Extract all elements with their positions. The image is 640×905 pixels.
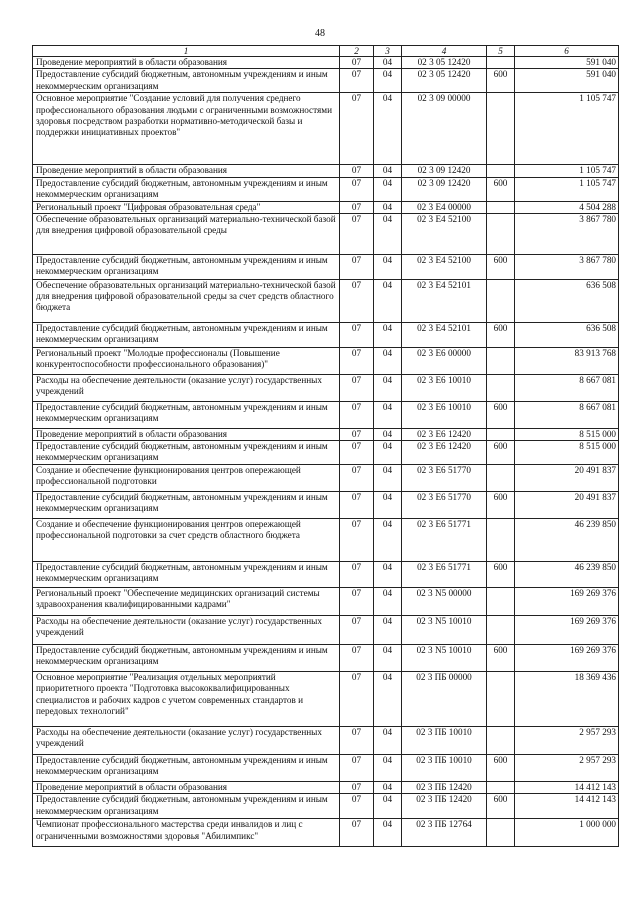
row-section-cell: 07: [340, 428, 374, 440]
row-section-cell: 07: [340, 819, 374, 847]
row-expense-type-cell: [487, 165, 515, 177]
table-row: [33, 672, 619, 727]
row-section-cell: 07: [340, 165, 374, 177]
row-subsection-cell: 04: [374, 279, 402, 322]
row-subsection-cell: 04: [374, 819, 402, 847]
row-target-code-cell: 02 3 ПБ 10010: [402, 727, 487, 755]
row-subsection-cell: 04: [374, 441, 402, 465]
row-target-code-cell: 02 3 E6 51770: [402, 465, 487, 492]
row-subsection-cell: 04: [374, 165, 402, 177]
table-row: [33, 588, 619, 616]
row-name-cell: Проведение мероприятий в области образования: [33, 57, 340, 69]
row-subsection-cell: 04: [374, 672, 402, 727]
row-expense-type-cell: 600: [487, 492, 515, 519]
table-row: [33, 755, 619, 782]
row-section-cell: 07: [340, 254, 374, 279]
row-section-cell: 07: [340, 441, 374, 465]
row-section-cell: 07: [340, 562, 374, 588]
table-row: [33, 562, 619, 588]
row-name-cell: Обеспечение образовательных организаций материально-технической базой для внедрения цифровой образовательной среды: [33, 213, 340, 254]
row-subsection-cell: 04: [374, 213, 402, 254]
table-row: [33, 492, 619, 519]
row-subsection-cell: 04: [374, 755, 402, 782]
row-expense-type-cell: 600: [487, 794, 515, 819]
row-subsection-cell: 04: [374, 492, 402, 519]
header-col-5: 5: [487, 46, 515, 57]
row-expense-type-cell: 600: [487, 401, 515, 428]
row-subsection-cell: 04: [374, 254, 402, 279]
row-expense-type-cell: [487, 57, 515, 69]
row-section-cell: 07: [340, 201, 374, 213]
row-expense-type-cell: [487, 279, 515, 322]
table-row: [33, 93, 619, 165]
row-amount-cell: 83 913 768: [515, 347, 619, 374]
row-section-cell: 07: [340, 322, 374, 347]
row-expense-type-cell: 600: [487, 322, 515, 347]
row-target-code-cell: 02 3 E6 10010: [402, 401, 487, 428]
row-section-cell: 07: [340, 519, 374, 562]
row-expense-type-cell: 600: [487, 69, 515, 93]
row-name-cell: Проведение мероприятий в области образования: [33, 165, 340, 177]
row-name-cell: Обеспечение образовательных организаций материально-технической базой для внедрения цифровой образовательной среды за счет средств областного бюджета: [33, 279, 340, 322]
row-name-cell: Предоставление субсидий бюджетным, автономным учреждениям и иным некоммерческим организациям: [33, 562, 340, 588]
row-amount-cell: 46 239 850: [515, 562, 619, 588]
row-expense-type-cell: [487, 201, 515, 213]
row-target-code-cell: 02 3 E4 52100: [402, 254, 487, 279]
table-row: [33, 819, 619, 847]
table-row: [33, 616, 619, 645]
row-section-cell: 07: [340, 588, 374, 616]
row-expense-type-cell: [487, 782, 515, 794]
header-row: [33, 46, 619, 57]
row-name-cell: Предоставление субсидий бюджетным, автономным учреждениям и иным некоммерческим организациям: [33, 322, 340, 347]
table-row: [33, 519, 619, 562]
budget-table: [32, 45, 619, 847]
row-subsection-cell: 04: [374, 401, 402, 428]
row-amount-cell: 1 105 747: [515, 165, 619, 177]
row-target-code-cell: 02 3 05 12420: [402, 69, 487, 93]
table-row: [33, 322, 619, 347]
row-section-cell: 07: [340, 213, 374, 254]
table-row: [33, 69, 619, 93]
row-name-cell: Предоставление субсидий бюджетным, автономным учреждениям и иным некоммерческим организациям: [33, 755, 340, 782]
row-expense-type-cell: [487, 588, 515, 616]
row-amount-cell: 636 508: [515, 279, 619, 322]
row-target-code-cell: 02 3 E4 52101: [402, 322, 487, 347]
row-target-code-cell: 02 3 E4 52101: [402, 279, 487, 322]
row-name-cell: Региональный проект "Обеспечение медицинских организаций системы здравоохранения квалифицированными кадрами": [33, 588, 340, 616]
row-subsection-cell: 04: [374, 519, 402, 562]
table-row: [33, 177, 619, 201]
row-section-cell: 07: [340, 492, 374, 519]
row-amount-cell: 169 269 376: [515, 645, 619, 672]
row-name-cell: Предоставление субсидий бюджетным, автономным учреждениям и иным некоммерческим организациям: [33, 441, 340, 465]
row-subsection-cell: 04: [374, 93, 402, 165]
header-col-6: 6: [515, 46, 619, 57]
row-target-code-cell: 02 3 N5 10010: [402, 645, 487, 672]
row-section-cell: 07: [340, 177, 374, 201]
row-target-code-cell: 02 3 N5 00000: [402, 588, 487, 616]
table-row: [33, 794, 619, 819]
row-section-cell: 07: [340, 727, 374, 755]
row-subsection-cell: 04: [374, 374, 402, 401]
row-section-cell: 07: [340, 645, 374, 672]
row-expense-type-cell: [487, 819, 515, 847]
row-expense-type-cell: [487, 347, 515, 374]
row-amount-cell: 18 369 436: [515, 672, 619, 727]
row-section-cell: 07: [340, 616, 374, 645]
row-expense-type-cell: 600: [487, 254, 515, 279]
row-section-cell: 07: [340, 401, 374, 428]
row-subsection-cell: 04: [374, 588, 402, 616]
row-subsection-cell: 04: [374, 782, 402, 794]
row-amount-cell: 20 491 837: [515, 465, 619, 492]
row-target-code-cell: 02 3 05 12420: [402, 57, 487, 69]
row-expense-type-cell: [487, 519, 515, 562]
table-row: [33, 374, 619, 401]
row-expense-type-cell: [487, 616, 515, 645]
table-row: [33, 57, 619, 69]
row-section-cell: 07: [340, 794, 374, 819]
row-expense-type-cell: [487, 93, 515, 165]
row-target-code-cell: 02 3 09 00000: [402, 93, 487, 165]
row-amount-cell: 2 957 293: [515, 727, 619, 755]
row-target-code-cell: 02 3 E6 51771: [402, 519, 487, 562]
row-subsection-cell: 04: [374, 645, 402, 672]
row-amount-cell: 169 269 376: [515, 616, 619, 645]
table-row: [33, 201, 619, 213]
row-amount-cell: 46 239 850: [515, 519, 619, 562]
row-target-code-cell: 02 3 E6 12420: [402, 441, 487, 465]
row-amount-cell: 636 508: [515, 322, 619, 347]
row-target-code-cell: 02 3 ПБ 12764: [402, 819, 487, 847]
row-amount-cell: 4 504 288: [515, 201, 619, 213]
row-section-cell: 07: [340, 465, 374, 492]
row-expense-type-cell: [487, 374, 515, 401]
row-target-code-cell: 02 3 ПБ 12420: [402, 794, 487, 819]
row-expense-type-cell: [487, 465, 515, 492]
row-name-cell: Основное мероприятие "Создание условий для получения среднего профессионального образования людьми с ограниченными возможностями здоровья посредством разработки нормативно-методической базы и поддержки инициативных проектов": [33, 93, 340, 165]
row-target-code-cell: 02 3 E6 12420: [402, 428, 487, 440]
row-name-cell: Чемпионат профессионального мастерства среди инвалидов и лиц с ограниченными возможностями здоровья "Абилимпикс": [33, 819, 340, 847]
table-row: [33, 465, 619, 492]
row-amount-cell: 8 515 000: [515, 428, 619, 440]
row-subsection-cell: 04: [374, 69, 402, 93]
row-section-cell: 07: [340, 347, 374, 374]
row-section-cell: 07: [340, 93, 374, 165]
header-col-2: 2: [340, 46, 374, 57]
row-target-code-cell: 02 3 E6 51771: [402, 562, 487, 588]
row-subsection-cell: 04: [374, 727, 402, 755]
row-subsection-cell: 04: [374, 616, 402, 645]
row-target-code-cell: 02 3 ПБ 00000: [402, 672, 487, 727]
row-name-cell: Предоставление субсидий бюджетным, автономным учреждениям и иным некоммерческим организациям: [33, 177, 340, 201]
row-target-code-cell: 02 3 E4 00000: [402, 201, 487, 213]
row-name-cell: Основное мероприятие "Реализация отдельных мероприятий приоритетного проекта "Подготовка высококвалифицированных специалистов и рабочих кадров с учетом современных стандартов и передовых технологий": [33, 672, 340, 727]
row-target-code-cell: 02 3 E4 52100: [402, 213, 487, 254]
row-subsection-cell: 04: [374, 465, 402, 492]
row-subsection-cell: 04: [374, 201, 402, 213]
row-subsection-cell: 04: [374, 57, 402, 69]
row-name-cell: Предоставление субсидий бюджетным, автономным учреждениям и иным некоммерческим организациям: [33, 254, 340, 279]
row-name-cell: Проведение мероприятий в области образования: [33, 782, 340, 794]
row-amount-cell: 3 867 780: [515, 254, 619, 279]
row-amount-cell: 1 105 747: [515, 177, 619, 201]
row-expense-type-cell: [487, 428, 515, 440]
row-subsection-cell: 04: [374, 562, 402, 588]
row-amount-cell: 591 040: [515, 69, 619, 93]
row-subsection-cell: 04: [374, 347, 402, 374]
row-expense-type-cell: [487, 672, 515, 727]
row-name-cell: Предоставление субсидий бюджетным, автономным учреждениям и иным некоммерческим организациям: [33, 492, 340, 519]
row-expense-type-cell: 600: [487, 755, 515, 782]
table-row: [33, 279, 619, 322]
row-expense-type-cell: 600: [487, 562, 515, 588]
row-amount-cell: 2 957 293: [515, 755, 619, 782]
row-name-cell: Создание и обеспечение функционирования центров опережающей профессиональной подготовки: [33, 465, 340, 492]
row-amount-cell: 8 667 081: [515, 401, 619, 428]
table-row: [33, 213, 619, 254]
row-target-code-cell: 02 3 N5 10010: [402, 616, 487, 645]
row-subsection-cell: 04: [374, 794, 402, 819]
table-row: [33, 782, 619, 794]
table-row: [33, 727, 619, 755]
row-amount-cell: 591 040: [515, 57, 619, 69]
row-expense-type-cell: 600: [487, 177, 515, 201]
row-expense-type-cell: 600: [487, 441, 515, 465]
row-target-code-cell: 02 3 09 12420: [402, 165, 487, 177]
row-target-code-cell: 02 3 ПБ 12420: [402, 782, 487, 794]
row-section-cell: 07: [340, 69, 374, 93]
row-name-cell: Предоставление субсидий бюджетным, автономным учреждениям и иным некоммерческим организациям: [33, 645, 340, 672]
row-expense-type-cell: 600: [487, 645, 515, 672]
row-amount-cell: 14 412 143: [515, 782, 619, 794]
row-amount-cell: 14 412 143: [515, 794, 619, 819]
row-amount-cell: 169 269 376: [515, 588, 619, 616]
row-subsection-cell: 04: [374, 428, 402, 440]
row-amount-cell: 3 867 780: [515, 213, 619, 254]
row-name-cell: Региональный проект "Молодые профессионалы (Повышение конкурентоспособности профессионального образования)": [33, 347, 340, 374]
row-expense-type-cell: [487, 727, 515, 755]
header-col-3: 3: [374, 46, 402, 57]
row-amount-cell: 8 515 000: [515, 441, 619, 465]
row-target-code-cell: 02 3 E6 51770: [402, 492, 487, 519]
row-name-cell: Создание и обеспечение функционирования центров опережающей профессиональной подготовки за счет средств областного бюджета: [33, 519, 340, 562]
row-target-code-cell: 02 3 E6 10010: [402, 374, 487, 401]
row-subsection-cell: 04: [374, 322, 402, 347]
row-amount-cell: 1 000 000: [515, 819, 619, 847]
row-target-code-cell: 02 3 E6 00000: [402, 347, 487, 374]
row-amount-cell: 8 667 081: [515, 374, 619, 401]
row-name-cell: Расходы на обеспечение деятельности (оказание услуг) государственных учреждений: [33, 727, 340, 755]
row-target-code-cell: 02 3 09 12420: [402, 177, 487, 201]
row-name-cell: Расходы на обеспечение деятельности (оказание услуг) государственных учреждений: [33, 616, 340, 645]
row-section-cell: 07: [340, 672, 374, 727]
row-section-cell: 07: [340, 755, 374, 782]
table-row: [33, 441, 619, 465]
row-name-cell: Расходы на обеспечение деятельности (оказание услуг) государственных учреждений: [33, 374, 340, 401]
table-row: [33, 428, 619, 440]
table-row: [33, 165, 619, 177]
table-row: [33, 347, 619, 374]
row-name-cell: Проведение мероприятий в области образования: [33, 428, 340, 440]
row-target-code-cell: 02 3 ПБ 10010: [402, 755, 487, 782]
row-subsection-cell: 04: [374, 177, 402, 201]
table-row: [33, 401, 619, 428]
header-col-1: 1: [33, 46, 340, 57]
header-col-4: 4: [402, 46, 487, 57]
row-amount-cell: 1 105 747: [515, 93, 619, 165]
row-section-cell: 07: [340, 782, 374, 794]
row-amount-cell: 20 491 837: [515, 492, 619, 519]
page-number: 48: [315, 28, 325, 39]
row-section-cell: 07: [340, 279, 374, 322]
row-name-cell: Предоставление субсидий бюджетным, автономным учреждениям и иным некоммерческим организациям: [33, 794, 340, 819]
table-row: [33, 254, 619, 279]
row-name-cell: Региональный проект "Цифровая образовательная среда": [33, 201, 340, 213]
row-section-cell: 07: [340, 374, 374, 401]
row-name-cell: Предоставление субсидий бюджетным, автономным учреждениям и иным некоммерческим организациям: [33, 69, 340, 93]
row-expense-type-cell: [487, 213, 515, 254]
row-section-cell: 07: [340, 57, 374, 69]
row-name-cell: Предоставление субсидий бюджетным, автономным учреждениям и иным некоммерческим организациям: [33, 401, 340, 428]
table-row: [33, 645, 619, 672]
